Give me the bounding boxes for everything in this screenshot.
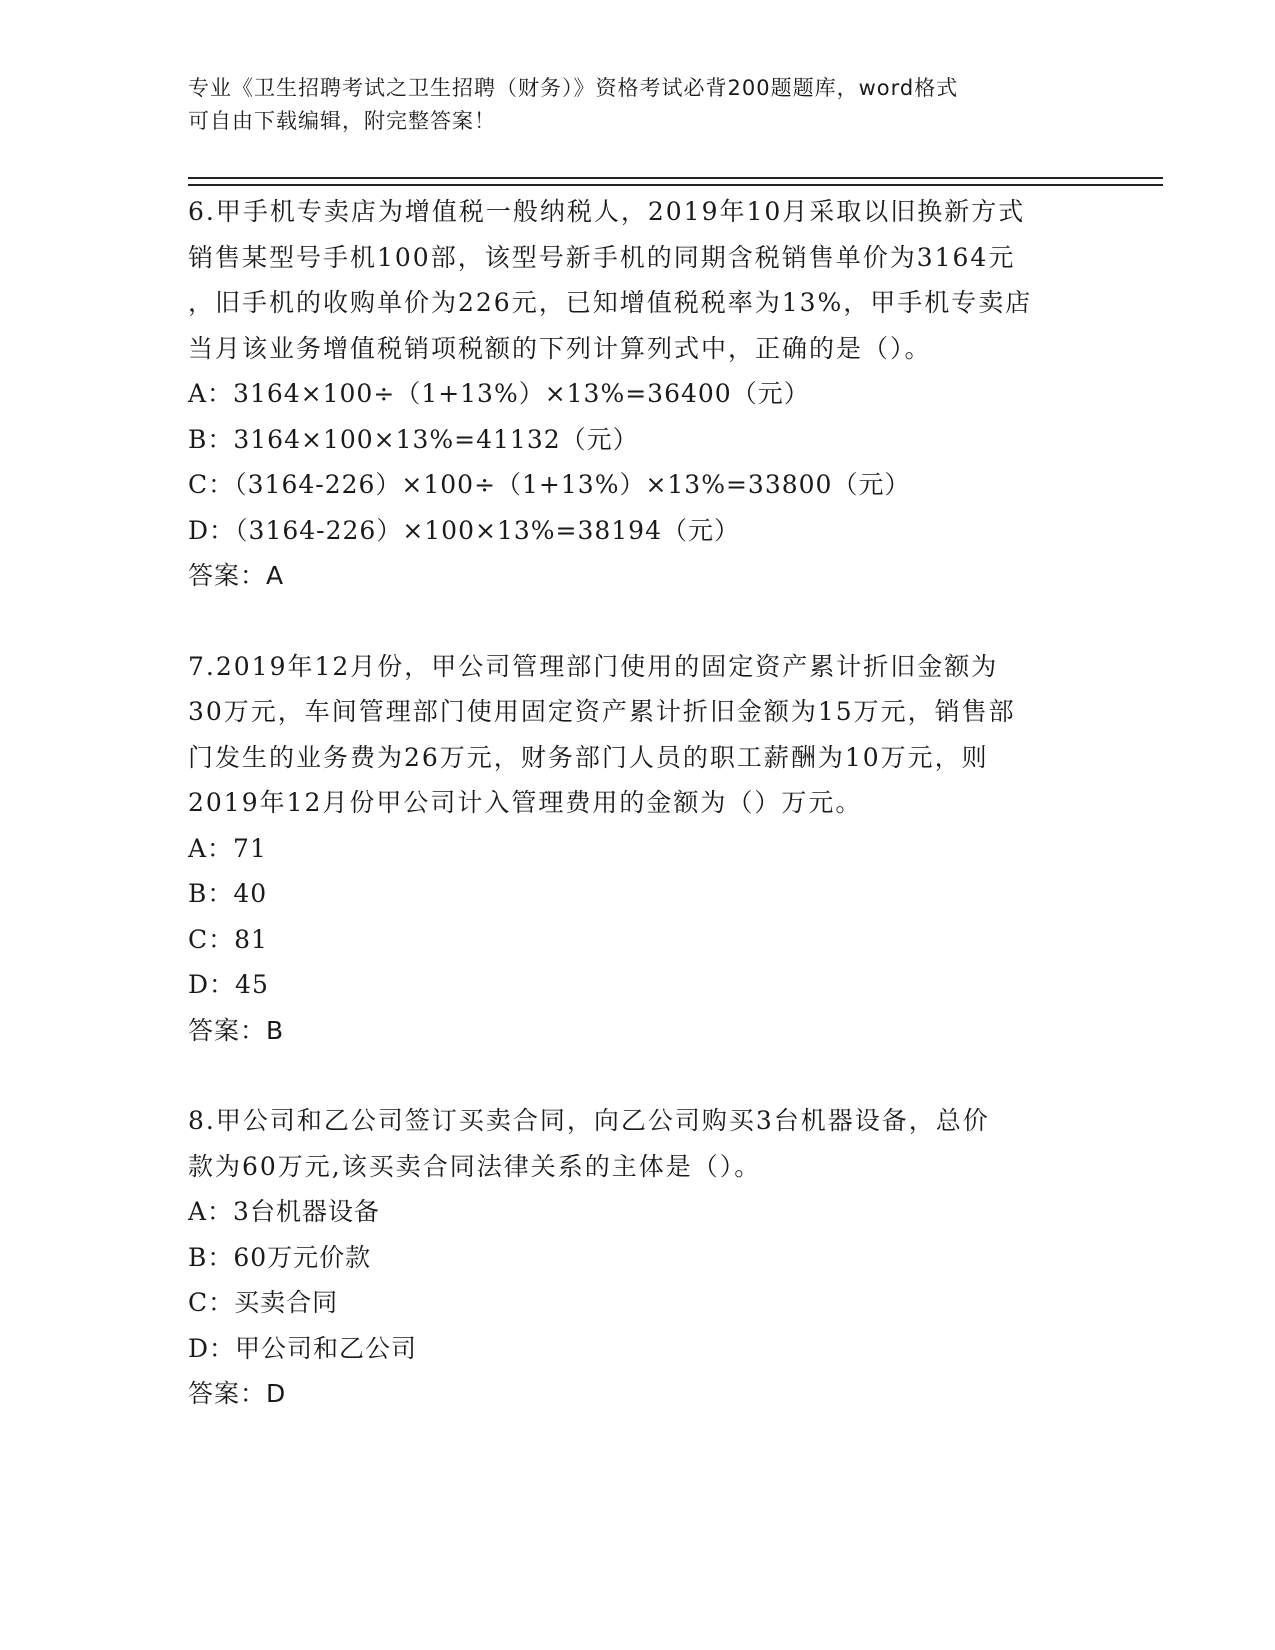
document-header <box>188 72 1068 138</box>
option-c: C：（3164-226）×100÷（1+13%）×13%=33800（元） <box>188 470 911 499</box>
header-divider-top <box>188 177 1163 179</box>
answer-label: 答案：A <box>188 561 285 590</box>
question-text: 款为60万元,该买卖合同法律关系的主体是（）。 <box>188 1151 762 1181</box>
question-8 <box>188 1098 1088 1417</box>
question-text: 6.甲手机专卖店为增值税一般纳税人，2019年10月采取以旧换新方式 <box>188 197 1026 226</box>
question-text: 门发生的业务费为26万元，财务部门人员的职工薪酬为10万元，则 <box>188 742 989 772</box>
question-text: ，旧手机的收购单价为226元，已知增值税税率为13%，甲手机专卖店 <box>188 288 1033 317</box>
header-line: 可自由下载编辑，附完整答案！ <box>188 109 496 133</box>
question-6 <box>188 189 1088 599</box>
answer-label: 答案：D <box>188 1379 287 1408</box>
option-b: B：3164×100×13%=41132（元） <box>188 424 639 454</box>
option-d: D：（3164-226）×100×13%=38194（元） <box>188 515 740 545</box>
option-a: A：3164×100÷（1+13%）×13%=36400（元） <box>188 379 810 408</box>
answer-label: 答案：B <box>188 1015 285 1045</box>
question-text: 当月该业务增值税销项税额的下列计算列式中，正确的是（）。 <box>188 333 932 363</box>
option-b: B：40 <box>188 879 268 908</box>
option-b: B：60万元价款 <box>188 1242 372 1272</box>
header-divider-bottom <box>188 184 1163 186</box>
question-list <box>188 189 1088 1417</box>
question-7 <box>188 644 1088 1054</box>
option-d: D：45 <box>188 970 269 999</box>
question-spacer <box>188 1053 1088 1098</box>
option-a: A：3台机器设备 <box>188 1197 380 1226</box>
question-text: 8.甲公司和乙公司签订买卖合同，向乙公司购买3台机器设备，总价 <box>188 1106 990 1135</box>
option-c: C：81 <box>188 924 268 954</box>
question-spacer <box>188 599 1088 644</box>
question-text: 30万元，车间管理部门使用固定资产累计折旧金额为15万元，销售部 <box>188 697 1016 726</box>
question-text: 2019年12月份甲公司计入管理费用的金额为（）万元。 <box>188 788 863 817</box>
question-text: 7.2019年12月份，甲公司管理部门使用的固定资产累计折旧金额为 <box>188 651 999 681</box>
question-text: 销售某型号手机100部，该型号新手机的同期含税销售单价为3164元 <box>188 242 1016 272</box>
option-d: D：甲公司和乙公司 <box>188 1333 418 1363</box>
option-a: A：71 <box>188 833 267 863</box>
header-line: 专业《卫生招聘考试之卫生招聘（财务）》资格考试必背200题题库，word格式 <box>188 76 959 100</box>
option-c: C：买卖合同 <box>188 1288 339 1317</box>
